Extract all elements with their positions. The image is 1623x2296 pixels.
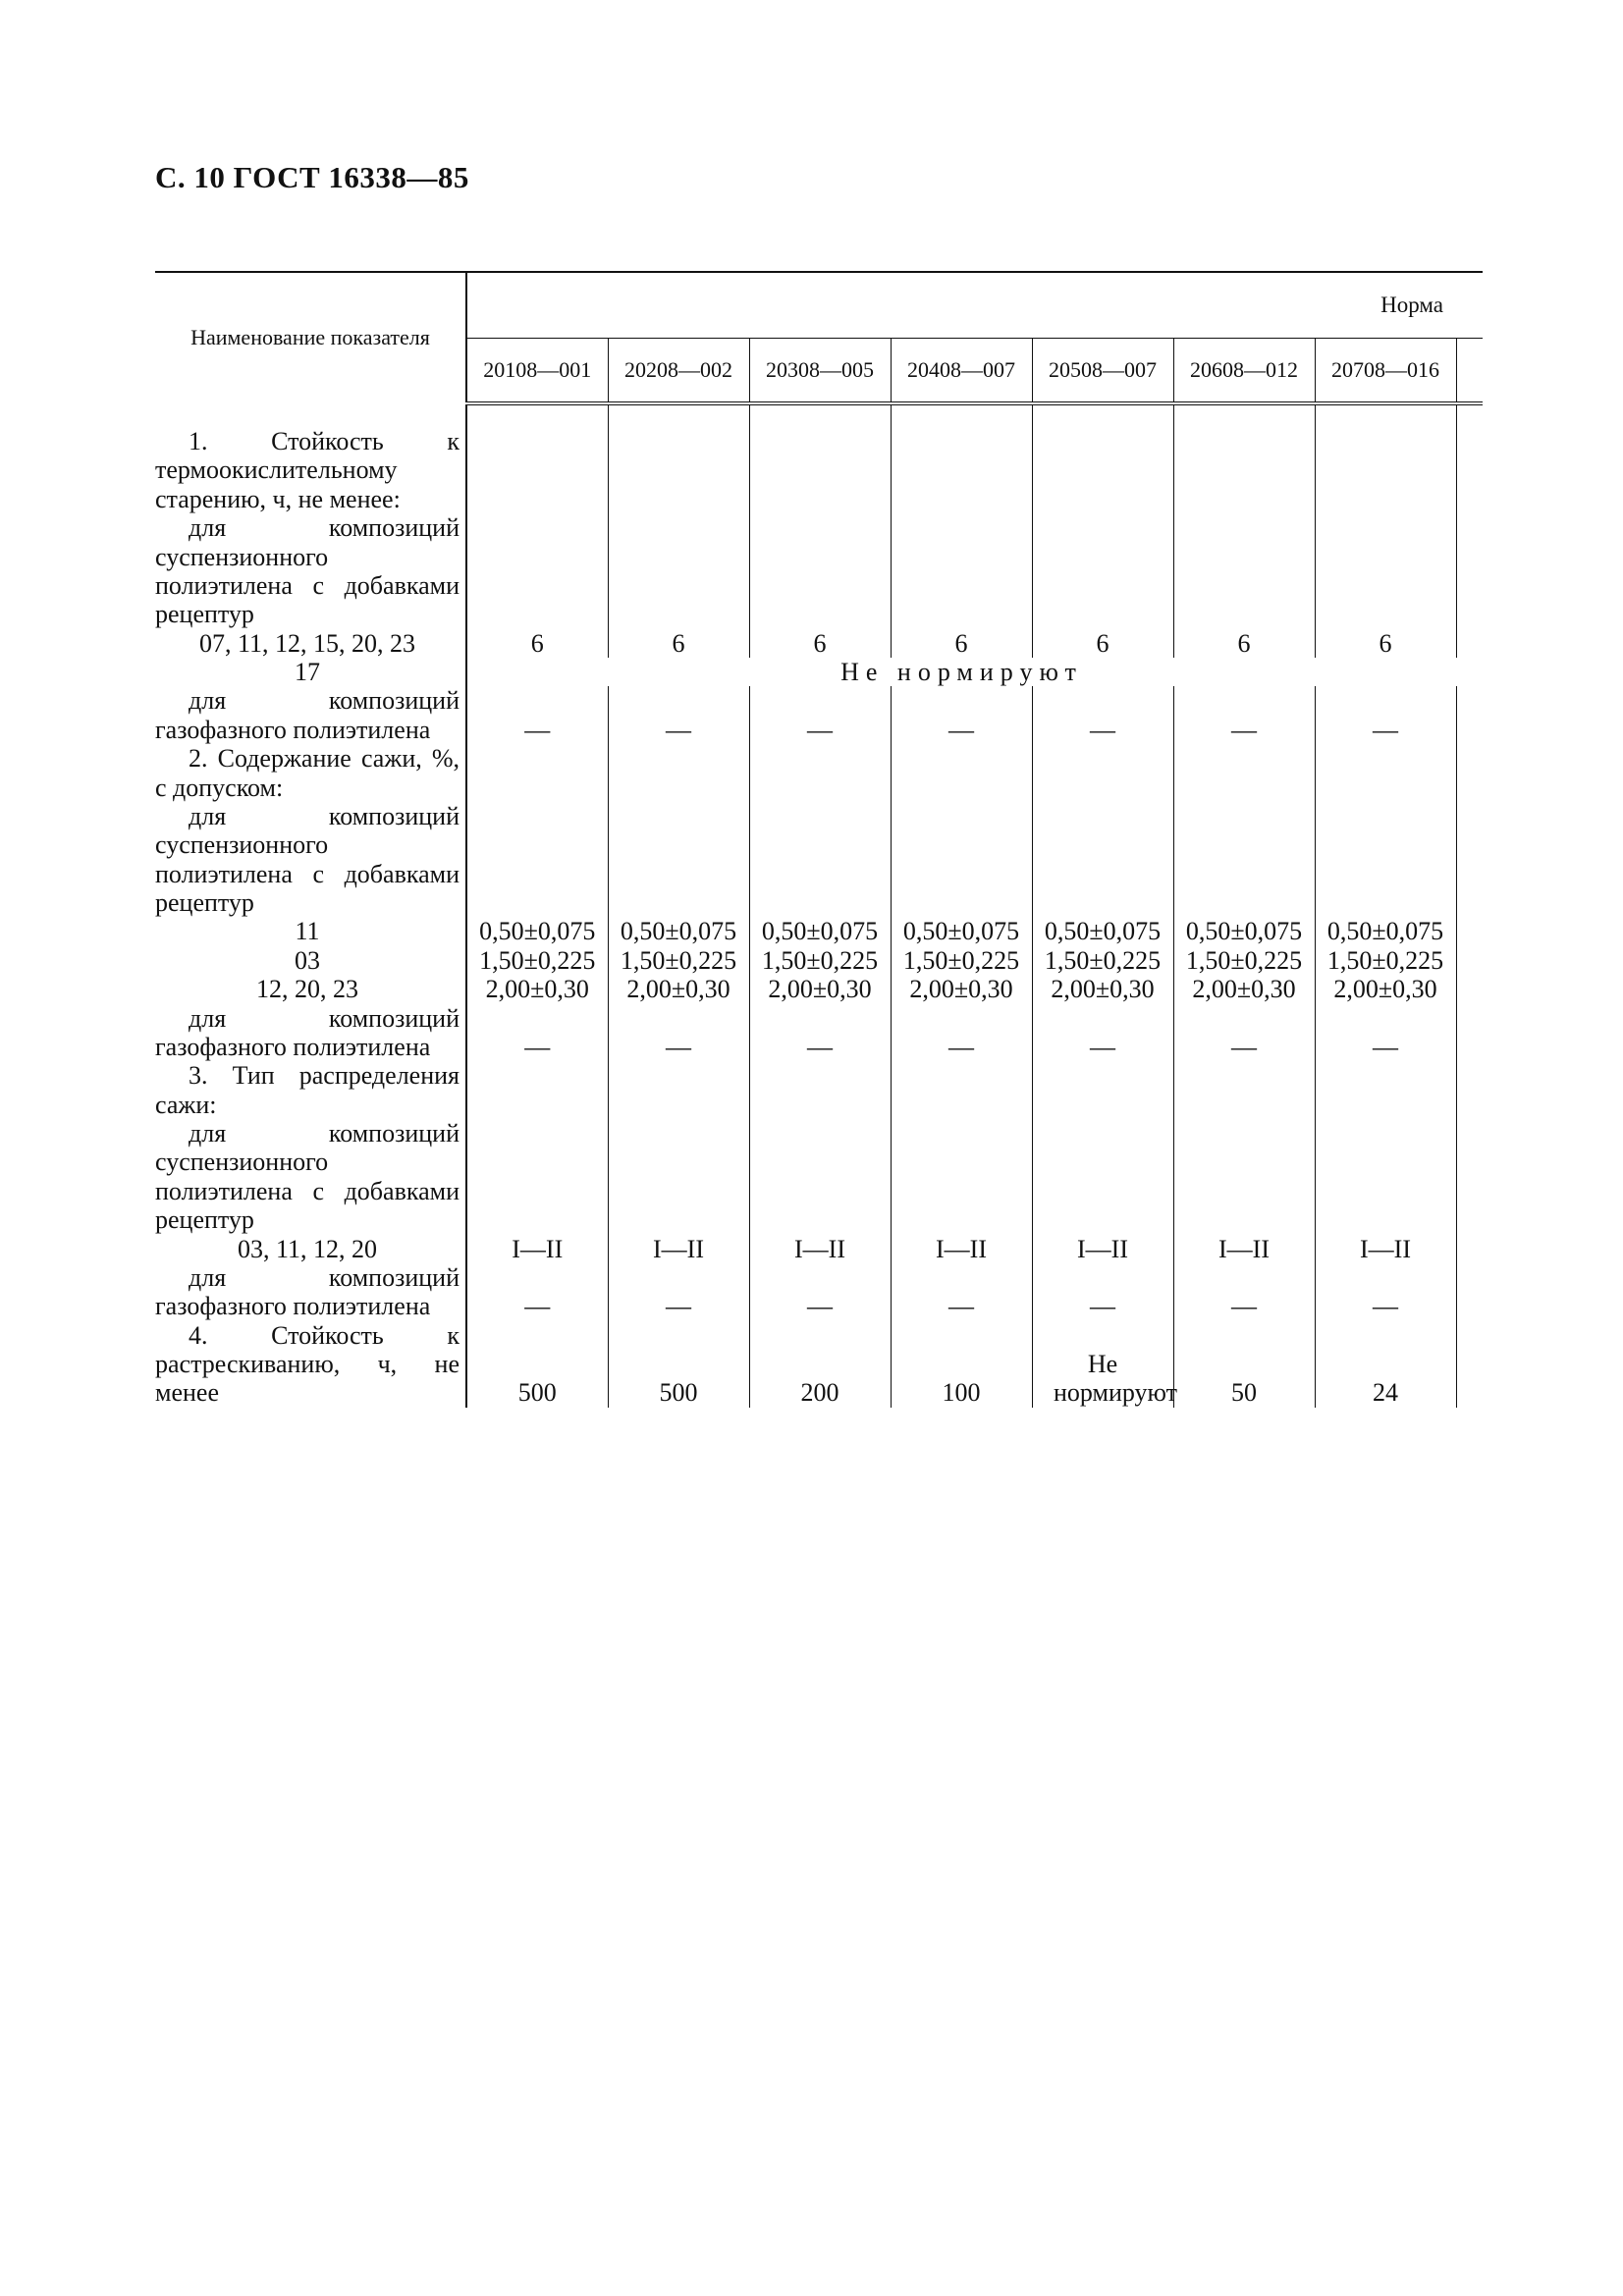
header-code: 20408—007 bbox=[891, 339, 1032, 404]
merged-value: Не нормируют bbox=[840, 658, 1083, 686]
cell-value: — bbox=[1032, 686, 1173, 744]
cell-value: I—II bbox=[749, 1235, 891, 1263]
cell-value: 100 bbox=[891, 1321, 1032, 1408]
cell-value: 0,50±0,075 1,50±0,225 2,00±0,30 bbox=[1315, 917, 1456, 1003]
row-label: 03, 11, 12, 20 bbox=[155, 1235, 466, 1263]
header-code: 20608—012 bbox=[1173, 339, 1315, 404]
cell-value: — bbox=[466, 686, 608, 744]
cell-value: 6 bbox=[749, 629, 891, 658]
header-tail bbox=[1456, 339, 1483, 404]
header-norma: Норма bbox=[466, 272, 1483, 339]
cell-value: — bbox=[1315, 1263, 1456, 1321]
cell-value: 0,50±0,075 1,50±0,225 2,00±0,30 bbox=[749, 917, 891, 1003]
row-label: 3. Тип распределения сажи: bbox=[155, 1061, 466, 1119]
header-code: 20208—002 bbox=[608, 339, 749, 404]
cell-value: 0,50±0,075 1,50±0,225 2,00±0,30 bbox=[1173, 917, 1315, 1003]
cell-value: — bbox=[608, 686, 749, 744]
cell-value: — bbox=[608, 1263, 749, 1321]
row-label: 11 03 12, 20, 23 bbox=[155, 917, 466, 1003]
cell-value: — bbox=[1173, 686, 1315, 744]
cell-value: 500 bbox=[608, 1321, 749, 1408]
cell-value: 0,50±0,075 1,50±0,225 2,00±0,30 bbox=[1032, 917, 1173, 1003]
header-code: 20708—016 bbox=[1315, 339, 1456, 404]
cell-value: — bbox=[749, 1004, 891, 1062]
cell-value: — bbox=[891, 686, 1032, 744]
cell-value: 0,50±0,075 1,50±0,225 2,00±0,30 bbox=[891, 917, 1032, 1003]
cell-value: 6 bbox=[1032, 629, 1173, 658]
row-label: для композиций суспензионного полиэтилена с добавками рецептур bbox=[155, 513, 466, 629]
cell-value: I—II bbox=[1032, 1235, 1173, 1263]
cell-value: 0,50±0,075 1,50±0,225 2,00±0,30 bbox=[466, 917, 608, 1003]
header-code: 20308—005 bbox=[749, 339, 891, 404]
cell-value: 6 bbox=[466, 629, 608, 658]
row-label: для композиций суспензионного полиэтилена с добавками рецептур bbox=[155, 1119, 466, 1235]
properties-table bbox=[155, 271, 1483, 1408]
cell-value: — bbox=[1173, 1263, 1315, 1321]
cell-value: — bbox=[1315, 1004, 1456, 1062]
row-label: 2. Содержание сажи, %, с допуском: bbox=[155, 744, 466, 802]
cell-value: — bbox=[1315, 686, 1456, 744]
cell-value: — bbox=[1173, 1004, 1315, 1062]
cell-value: — bbox=[891, 1263, 1032, 1321]
cell-value: 0,50±0,075 1,50±0,225 2,00±0,30 bbox=[608, 917, 749, 1003]
cell-value: — bbox=[891, 1004, 1032, 1062]
cell-value: — bbox=[1032, 1263, 1173, 1321]
cell-value: 6 bbox=[1173, 629, 1315, 658]
cell-value: 24 bbox=[1315, 1321, 1456, 1408]
cell-value: 200 bbox=[749, 1321, 891, 1408]
cell-value: 6 bbox=[891, 629, 1032, 658]
cell-value: I—II bbox=[1315, 1235, 1456, 1263]
cell-value: 6 bbox=[1315, 629, 1456, 658]
header-indicator-name: Наименование показателя bbox=[155, 272, 466, 403]
header-code: 20508—007 bbox=[1032, 339, 1173, 404]
cell-value: I—II bbox=[1173, 1235, 1315, 1263]
cell-value: I—II bbox=[891, 1235, 1032, 1263]
cell-value: 50 bbox=[1173, 1321, 1315, 1408]
header-code: 20108—001 bbox=[466, 339, 608, 404]
cell-value: I—II bbox=[608, 1235, 749, 1263]
row-label: для композиций суспензионного полиэтилена с добавками рецептур bbox=[155, 802, 466, 918]
cell-value: — bbox=[1032, 1004, 1173, 1062]
cell-value: I—II bbox=[466, 1235, 608, 1263]
row-label: для композиций газофазного полиэтилена bbox=[155, 1004, 466, 1062]
row-label: для композиций газофазного полиэтилена bbox=[155, 686, 466, 744]
row-label: 4. Стойкость к растрескиванию, ч, не менее bbox=[155, 1321, 466, 1408]
cell-value: Не нормируют bbox=[1032, 1321, 1173, 1408]
row-label: для композиций газофазного полиэтилена bbox=[155, 1263, 466, 1321]
cell-value: — bbox=[608, 1004, 749, 1062]
page-header: С. 10 ГОСТ 16338—85 bbox=[155, 160, 469, 194]
cell-value: — bbox=[466, 1263, 608, 1321]
cell-value: 6 bbox=[608, 629, 749, 658]
cell-value: — bbox=[466, 1004, 608, 1062]
cell-value: 500 bbox=[466, 1321, 608, 1408]
row-label: 07, 11, 12, 15, 20, 23 bbox=[155, 629, 466, 658]
cell-value: — bbox=[749, 1263, 891, 1321]
row-label: 17 bbox=[155, 658, 466, 686]
row-label: 1. Стойкость к термоокислительному старению, ч, не менее: bbox=[155, 427, 466, 513]
cell-value: — bbox=[749, 686, 891, 744]
